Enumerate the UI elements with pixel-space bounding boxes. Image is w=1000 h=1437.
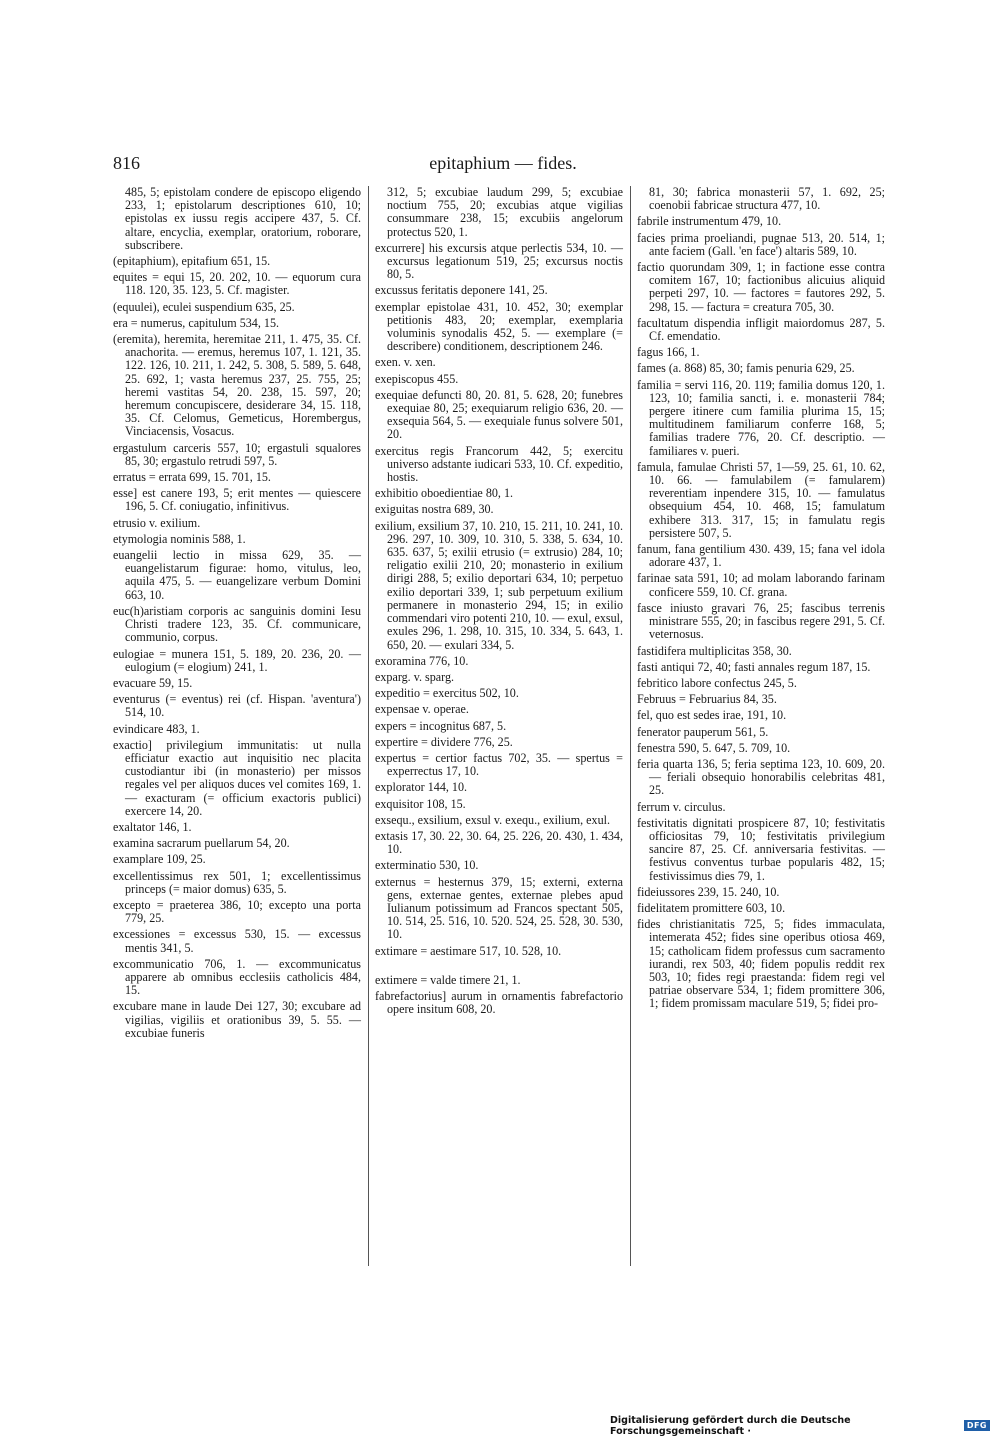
dictionary-entry: exen. v. xen. [375, 355, 436, 370]
dictionary-entry: exaltator 146, 1. [113, 819, 192, 834]
dictionary-entry: expers = incognitus 687, 5. [375, 718, 507, 733]
column-middle [375, 186, 623, 1019]
dictionary-entry: extasis 17, 30. 22, 30. 64, 25. 226, 20. 430, 1. 434, 10. [375, 828, 623, 857]
running-head: epitaphium — fides. [429, 153, 577, 173]
dictionary-entry: exilium, exsilium 37, 10. 210, 15. 211, 10. 241, 10. 296. 297, 10. 309, 10. 310, 5. 338, 5. 634, 10. 635. 637, 5; exilii etrusio (= extrusio) 284, 10; religatio exilii 210, 20; monasterio in exilium dirigi 288, 5; exilio deportari 634, 10; perpetuo exilio deportari 339, 1; sub perpetuum exilium permanere in monasterio 294, 15; in exilio commendari viro potenti 210, 10. — exul, exsul, exules 296, 1. 298, 10. 315, 10. 334, 5. 643, 1. 650, 20. — exulari 334, 5. [375, 518, 623, 652]
dictionary-entry: fidelitatem promittere 603, 10. [637, 900, 786, 915]
dictionary-entry: familia = servi 116, 20. 119; familia domus 120, 1. 123, 10; familia sancti, i. e. monasterii 784; pergere itinere cum familia plurima 15, 15; multitudinem familiarum conferre 168, 5; familias tradere 776, 20. Cf. descriptio. — familiares v. pueri. [637, 377, 885, 458]
dictionary-entry: exiguitas nostra 689, 30. [375, 502, 494, 517]
dictionary-entry: fabrile instrumentum 479, 10. [637, 214, 782, 229]
dictionary-entry: facies prima proeliandi, pugnae 513, 20. 514, 1; ante faciem (Gall. 'en face') altaris 589, 10. [637, 230, 885, 258]
dictionary-entry: extimare = aestimare 517, 10. 528, 10. [375, 943, 562, 958]
dictionary-entry: examplare 109, 25. [113, 852, 206, 867]
dictionary-entry: (epitaphium), epitafium 651, 15. [113, 254, 271, 269]
dictionary-entry: ferrum v. circulus. [637, 799, 726, 814]
dictionary-entry: fanum, fana gentilium 430. 439, 15; fana vel idola adorare 437, 1. [637, 542, 885, 570]
dictionary-entry: ergastulum carceris 557, 10; ergastuli squalores 85, 30; ergastulo retrudi 597, 5. [113, 440, 361, 468]
dictionary-entry: etrusio v. exilium. [113, 515, 201, 530]
dictionary-entry: era = numerus, capitulum 534, 15. [113, 315, 280, 330]
dictionary-entry: 312, 5; excubiae laudum 299, 5; excubiae noctium 755, 20; excubias atque vigilias consummare 238, 15; excubiis angelorum protectus 520, 1. [387, 185, 623, 239]
dictionary-entry: fasti antiqui 72, 40; fasti annales regum 187, 15. [637, 659, 871, 674]
dictionary-entry: fenerator pauperum 561, 5. [637, 724, 769, 739]
digitization-credit [610, 1414, 990, 1437]
dictionary-entry: exquisitor 108, 15. [375, 796, 466, 811]
dictionary-entry: expertire = dividere 776, 25. [375, 734, 513, 749]
dictionary-entry: fides christianitatis 725, 5; fides immaculata, intemerata 452; fides sine operibus otiosa 469, 15; catholicam fidem professus cum sacramento iurandi, rex 503, 40; fidem populis reddit rex 503, 10; fides regi praestanda: fidem regi vel patriae observare 534, 1; fidem promittere 306, 1; fidem promissam maculare 519, 5; fidei pro- [637, 917, 885, 1011]
dictionary-entry: excellentissimus rex 501, 1; excellentissimus princeps (= maior domus) 635, 5. [113, 868, 361, 896]
dictionary-entry: expeditio = exercitus 502, 10. [375, 686, 519, 701]
dictionary-entry: excubare mane in laude Dei 127, 30; excubare ad vigilias, vigiliis et orationibus 39, 5. 55. — excubiae funeris [113, 999, 361, 1040]
dictionary-entry: exterminatio 530, 10. [375, 858, 479, 873]
dictionary-entry: exparg. v. sparg. [375, 669, 455, 684]
dictionary-entry: equites = equi 15, 20. 202, 10. — equorum cura 118. 120, 35. 123, 5. Cf. magister. [113, 270, 361, 298]
dictionary-entry: exequiae defuncti 80, 20. 81, 5. 628, 20; funebres exequiae 80, 25; exequiarum religio 636, 20. — exsequia 564, 5. — exequiale funus solvere 501, 20. [375, 387, 623, 442]
dictionary-entry: fenestra 590, 5. 647, 5. 709, 10. [637, 740, 791, 755]
dictionary-entry: exemplar epistolae 431, 10. 452, 30; exemplar petitionis 483, 20; exemplar, exemplaria voluminis synodalis 452, 5. — exemplare (= describere) conditionem, descriptionem 246. [375, 299, 623, 354]
dictionary-entry: eventurus (= eventus) rei (cf. Hispan. 'aventura') 514, 10. [113, 692, 361, 720]
column-right [637, 186, 885, 1014]
dictionary-entry: evacuare 59, 15. [113, 675, 193, 690]
dictionary-entry: exactio] privilegium immunitatis: ut nulla efficiatur exactio aut inquisitio nec placita custodiantur ibi (in monasterio) per missos regales vel per aliquos duces vel comites 169, 1. — exacturam (= officium exactoris publici) exercere 14, 20. [113, 737, 361, 818]
dictionary-entry: excessiones = excessus 530, 15. — excessus mentis 341, 5. [113, 927, 361, 955]
dictionary-entry: expensae v. operae. [375, 702, 469, 717]
dictionary-entry: feria quarta 136, 5; feria septima 123, 10. 609, 20. — feriali obsequio honorabilis celebritas 481, 25. [637, 756, 885, 798]
dictionary-entry: factio quorundam 309, 1; in factione esse contra comitem 167, 10; factionibus alicuius aliquid perpeti 297, 10. — factores = fautores 292, 5. 298, 15. — factura = creatura 705, 30. [637, 260, 885, 314]
dictionary-entry: (equulei), eculei suspendium 635, 25. [113, 299, 295, 314]
dictionary-entry: excepto = praeterea 386, 10; excepto una porta 779, 25. [113, 897, 361, 926]
dictionary-entry: extimere = valde timere 21, 1. [375, 972, 521, 987]
dictionary-entry: excussus feritatis deponere 141, 25. [375, 283, 548, 298]
page-header [113, 153, 893, 183]
dictionary-entry: externus = hesternus 379, 15; externi, externa gens, externae gentes, externae plebes apud Iulianum potissimum ad Francos spectant 505, 10. 514, 25. 516, 10. 520. 524, 25. 528, 30. 530, 10. [375, 874, 623, 942]
dictionary-entry: excommunicatio 706, 1. — excommunicatus apparere ab omnibus ecclesiis catholicis 484, 15. [113, 956, 361, 998]
dictionary-entry: explorator 144, 10. [375, 780, 468, 795]
dfg-logo-icon: DFG [964, 1420, 990, 1431]
dictionary-entry: 81, 30; fabrica monasterii 57, 1. 692, 25; coenobii fabricae structura 477, 10. [649, 185, 885, 213]
dictionary-entry: exoramina 776, 10. [375, 653, 469, 668]
dictionary-entry: fastidifera multiplicitas 358, 30. [637, 643, 792, 658]
dictionary-entry: exsequ., exsilium, exsul v. exequ., exilium, exul. [375, 812, 611, 827]
dictionary-entry: fel, quo est sedes irae, 191, 10. [637, 708, 787, 723]
dictionary-entry: exhibitio oboedientiae 80, 1. [375, 486, 514, 501]
dictionary-entry: farinae sata 591, 10; ad molam laborando farinam conficere 559, 10. Cf. grana. [637, 571, 885, 599]
dictionary-entry: fasce iniusto gravari 76, 25; fascibus terrenis ministrare 555, 20; in fascibus regere 291, 5. Cf. veternosus. [637, 600, 885, 642]
dictionary-entry: fames (a. 868) 85, 30; famis penuria 629, 25. [637, 361, 855, 376]
dictionary-entry: euangelii lectio in missa 629, 35. — euangelistarum figurae: homo, vitulus, leo, aquila 475, 5. — euangelizare verbum Domini 663, 10. [113, 548, 361, 602]
column-divider [368, 186, 369, 1266]
dictionary-entry: etymologia nominis 588, 1. [113, 531, 246, 546]
dictionary-entry: Februus = Februarius 84, 35. [637, 692, 777, 707]
dictionary-entry: erratus = errata 699, 15. 701, 15. [113, 470, 271, 485]
dictionary-entry: fagus 166, 1. [637, 345, 700, 360]
dictionary-entry: eulogiae = munera 151, 5. 189, 20. 236, 20. — eulogium (= elogium) 241, 1. [113, 646, 361, 674]
dictionary-entry: fideiussores 239, 15. 240, 10. [637, 884, 780, 899]
dictionary-entry: festivitatis dignitati prospicere 87, 10; festivitatis officiositas 79, 10; festivitatis privilegium sancire 87, 25. Cf. anniversaria festivitas. — festivus conventus turbae popularis 482, 15; festivissimus dies 79, 1. [637, 815, 885, 883]
dictionary-entry: excurrere] his excursis atque perlectis 534, 10. — excursus legationum 519, 25; excursus noctis 80, 5. [375, 240, 623, 282]
dictionary-entry: fabrefactorius] aurum in ornamentis fabrefactorio opere insitum 608, 20. [375, 988, 623, 1017]
dictionary-entry: examina sacrarum puellarum 54, 20. [113, 836, 290, 851]
dictionary-entry: esse] est canere 193, 5; erit mentes — quiescere 196, 5. Cf. coniugatio, infinitivus. [113, 486, 361, 514]
dictionary-entry: euc(h)aristiam corporis ac sanguinis domini Iesu Christi tradere 123, 35. Cf. communicare, communio, corpus. [113, 603, 361, 645]
dictionary-entry: expertus = certior factus 702, 35. — spertus = experrectus 17, 10. [375, 750, 623, 779]
credit-text: Digitalisierung gefördert durch die Deutsche Forschungsgemeinschaft · [610, 1414, 851, 1437]
column-left [113, 186, 361, 1043]
dictionary-entry: (eremita), heremita, heremitae 211, 1. 475, 35. Cf. anachorita. — eremus, heremus 107, 1. 121, 35. 122. 126, 10. 211, 1. 242, 5. 308, 5. 589, 5. 648, 25. 692, 1; vasta heremus 237, 25. 755, 25; heremi vastitas 54, 20. 238, 15. 597, 20; heremum concupiscere, desiderare 34, 15. 118, 35. Cf. Celomus, Gemeticus, Horembergus, Vinciacensis, Vosacus. [113, 332, 361, 439]
dictionary-entry: febritico labore confectus 245, 5. [637, 675, 797, 690]
dictionary-entry: exercitus regis Francorum 442, 5; exercitu universo adstante iudicari 533, 10. Cf. expeditio, hostis. [375, 443, 623, 485]
dictionary-entry: 485, 5; epistolam condere de episcopo eligendo 233, 1; epistolarum descriptiones 610, 10; epistolas ex iussu regis accipere 437, 5. Cf. altare, encyclia, exemplar, oratorium, roborare, subscribere. [125, 185, 361, 252]
dictionary-entry: facultatum dispendia infligit maiordomus 287, 5. Cf. emendatio. [637, 315, 885, 344]
dictionary-entry: famula, famulae Christi 57, 1—59, 25. 61, 10. 62, 10. 66. — famulabilem (= famularem) reverentiam inpendere 315, 10. — famulatus obsequium 454, 10. 468, 15; famulatum exhibere 313. 317, 15; in famulatu regis persistere 507, 5. [637, 459, 885, 540]
dictionary-entry: exepiscopus 455. [375, 371, 459, 386]
dictionary-entry: evindicare 483, 1. [113, 721, 200, 736]
column-divider [630, 186, 631, 1266]
page-number: 816 [113, 153, 140, 173]
